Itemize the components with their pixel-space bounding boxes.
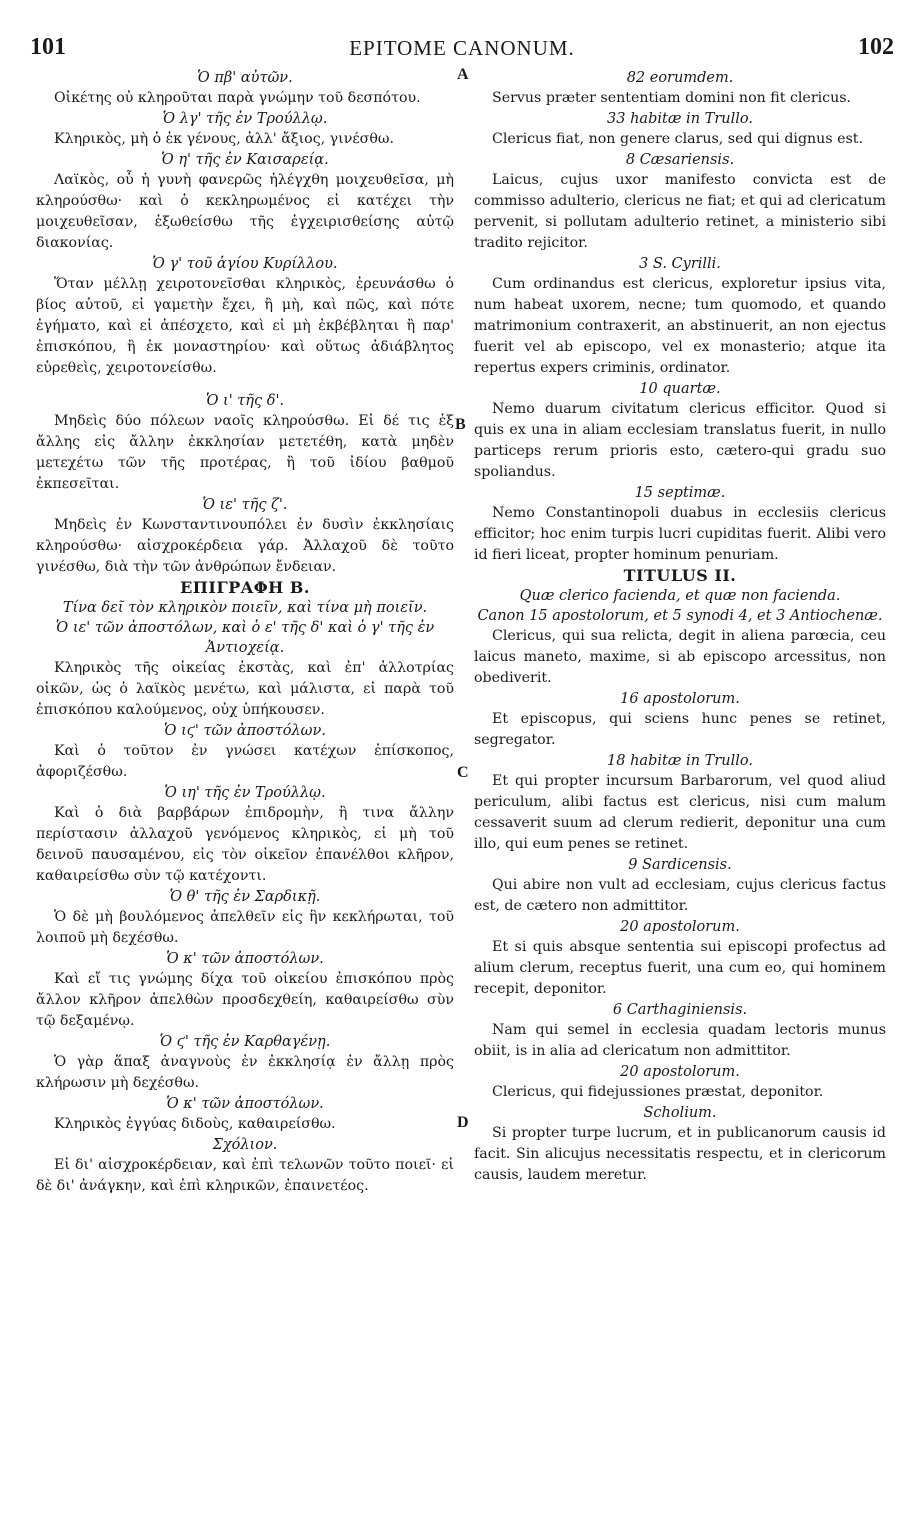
canon-heading: 8 Cæsariensis.	[625, 152, 735, 168]
margin-marker-b: B	[455, 416, 466, 433]
canon-text: Καὶ ὁ διὰ βαρβάρων ἐπιδρομὴν, ἢ τινα ἄλλην περίστασιν ἀλλαχοῦ γενόμενος κληρικὸς, εἰ μὴ τοῦ δεινοῦ παυσαμένου, εἰς τὸν οἰκεῖον ἐπανέλθοι κλῆρον, καθαιρείσθω σὺν τῷ κατέχοντι.	[36, 805, 454, 884]
canon-heading: Canon 15 apostolorum, et 5 synodi 4, et 3 Antiochenæ.	[477, 608, 883, 624]
left-page-number: 101	[30, 34, 66, 60]
canon-text: Εἰ δι' αἰσχροκέρδειαν, καὶ ἐπὶ τελωνῶν τοῦτο ποιεῖ· εἰ δὲ δι' ἀνάγκην, καὶ ἐπὶ κληρικῶν, ἐπαινετέος.	[36, 1157, 454, 1194]
canon-heading: 20 apostolorum.	[620, 919, 740, 935]
canon-text: Cum ordinandus est clericus, exploretur ipsius vita, num habeat uxorem, necne; tum quomodo, et quando matrimonium contraxerit, an abstinuerit, an non ejectus fuerit vel ab episcopo, vel ex monasterio; atque ita repertus expers criminis, ordinator.	[474, 276, 886, 376]
canon-heading: 20 apostolorum.	[620, 1064, 740, 1080]
canon-text: Clericus, qui sua relicta, degit in aliena parœcia, ceu laicus maneto, maxime, si ab episcopo arcessitus, non obediverit.	[474, 628, 886, 686]
canon-heading: Ὁ ιϛ' τῶν ἀποστόλων.	[164, 723, 326, 739]
canon-text: Et si quis absque sententia sui episcopi profectus ad alium clerum, receptus fuerit, una cum eo, qui hominem recepit, deponitor.	[474, 939, 886, 997]
canon-text: Καὶ εἴ τις γνώμης δίχα τοῦ οἰκείου ἐπισκόπου πρὸς ἄλλον κλῆρον ἀπελθὼν προσδεχθείη, καθαιρείσθω σὺν τῷ δεξαμένῳ.	[36, 971, 454, 1029]
canon-text: Et episcopus, qui sciens hunc penes se retinet, segregator.	[474, 711, 886, 748]
canon-heading: Τίνα δεῖ τὸν κληρικὸν ποιεῖν, καὶ τίνα μὴ ποιεῖν.	[62, 600, 428, 616]
canon-text: Nam qui semel in ecclesia quadam lectoris munus obiit, is in alia ad clericatum non admittitor.	[474, 1022, 886, 1059]
canon-heading: Ὁ γ' τοῦ ἁγίου Κυρίλλου.	[152, 256, 338, 272]
canon-text: Κληρικὸς ἐγγύας διδοὺς, καθαιρείσθω.	[54, 1116, 336, 1132]
canon-text: Οἰκέτης οὐ κληροῦται παρὰ γνώμην τοῦ δεσπότου.	[54, 90, 421, 106]
canon-text: Nemo Constantinopoli duabus in ecclesiis clericus efficitor; hoc enim turpis lucri cupiditas fuerit. Alibi vero id fieri liceat, propter hominum penuriam.	[474, 505, 886, 563]
canon-heading: Ὁ ι' τῆς δ'.	[205, 393, 285, 409]
canon-text: Μηδεὶς δύο πόλεων ναοῖς κληρούσθω. Εἰ δέ τις ἐξ ἄλλης εἰς ἄλλην ἐκκλησίαν μετετέθη, κατὰ μηδὲν μετεχέτω τῶν τῆς προτέρας, ἢ τοῦ ἰδίου βαθμοῦ ἐκπεσεῖται.	[36, 413, 454, 492]
canon-heading: Ὁ ιε' τῶν ἀποστόλων, καὶ ὁ ε' τῆς δ' καὶ ὁ γ' τῆς ἐν Ἀντιοχείᾳ.	[55, 620, 435, 656]
margin-marker-c: C	[457, 764, 469, 781]
canon-heading: 16 apostolorum.	[620, 691, 740, 707]
latin-column	[474, 68, 886, 1186]
canon-heading: Ὁ λγ' τῆς ἐν Τρούλλῳ.	[162, 111, 328, 127]
canon-text: Laicus, cujus uxor manifesto convicta est de commisso adulterio, clericus ne fiat; et qui ad clericatum pervenit, si pollutam adulterio retinet, a ministerio sibi tradito rejicitor.	[474, 172, 886, 251]
canon-text: Qui abire non vult ad ecclesiam, cujus clericus factus est, de cætero non admittitor.	[474, 877, 886, 914]
right-page-number: 102	[858, 34, 894, 60]
page-header	[30, 34, 894, 64]
canon-heading: Quæ clerico facienda, et quæ non facienda.	[519, 588, 841, 604]
section-title: TITULUS II.	[623, 566, 737, 585]
canon-text: Ὁ δὲ μὴ βουλόμενος ἀπελθεῖν εἰς ἣν κεκλήρωται, τοῦ λοιποῦ μὴ δεχέσθω.	[36, 909, 454, 946]
canon-heading: 15 septimæ.	[634, 485, 726, 501]
canon-heading: 10 quartæ.	[639, 381, 721, 397]
canon-text: Servus præter sententiam domini non fit clericus.	[492, 90, 852, 106]
canon-text: Κληρικὸς, μὴ ὁ ἐκ γένους, ἀλλ' ἄξιος, γινέσθω.	[54, 131, 394, 147]
canon-text: Et qui propter incursum Barbarorum, vel quod aliud periculum, alibi factus est clericus, nisi cum malum cessaverit suum ad clerum redierit, deponitur una cum illo, qui eum penes se retinet.	[474, 773, 886, 852]
canon-text: Καὶ ὁ τοῦτον ἐν γνώσει κατέχων ἐπίσκοπος, ἀφοριζέσθω.	[36, 743, 454, 780]
margin-marker-a: A	[457, 66, 469, 83]
canon-text: Λαϊκὸς, οὗ ἡ γυνὴ φανερῶς ἠλέγχθη μοιχευθεῖσα, μὴ κληρούσθω· καὶ ὁ κεκληρωμένος εἰ κατέχει τὴν μοιχευθεῖσαν, ἐξωθείσθω τῆς ἐγχειρισθείσης αὐτῷ διακονίας.	[36, 172, 454, 251]
running-title: EPITOME CANONUM.	[349, 36, 575, 60]
canon-heading: Scholium.	[643, 1105, 717, 1121]
canon-heading: Σχόλιον.	[212, 1137, 278, 1153]
canon-heading: Ὁ ιε' τῆς ζ'.	[202, 497, 288, 513]
canon-text: Κληρικὸς τῆς οἰκείας ἐκστὰς, καὶ ἐπ' ἀλλοτρίας οἰκῶν, ὡς ὁ λαϊκὸς μενέτω, καὶ μάλιστα, εἰ παρὰ τοῦ ἐπισκόπου καλούμενος, οὐχ ὑπήκουσεν.	[36, 660, 454, 718]
margin-marker-d: D	[457, 1114, 469, 1131]
canon-text: Μηδεὶς ἐν Κωνσταντινουπόλει ἐν δυσὶν ἐκκλησίαις κληρούσθω· αἰσχροκέρδεια γάρ. Ἀλλαχοῦ δὲ τοῦτο γινέσθω, διὰ τὴν τῶν ἀνθρώπων ἔνδειαν.	[36, 517, 454, 575]
canon-heading: Ὁ ϛ' τῆς ἐν Καρθαγένῃ.	[159, 1034, 331, 1050]
canon-text: Clericus, qui fidejussiones præstat, deponitor.	[492, 1084, 824, 1100]
canon-heading: 3 S. Cyrilli.	[639, 256, 721, 272]
canon-heading: Ὁ η' τῆς ἐν Καισαρείᾳ.	[161, 152, 329, 168]
spacer	[36, 379, 454, 391]
canon-heading: Ὁ θ' τῆς ἐν Σαρδικῇ.	[169, 889, 321, 905]
canon-text: Clericus fiat, non genere clarus, sed qui dignus est.	[492, 131, 864, 147]
canon-text: Ὅταν μέλλῃ χειροτονεῖσθαι κληρικὸς, ἐρευνάσθω ὁ βίος αὐτοῦ, εἰ γαμετὴν ἔχει, ἢ μὴ, καὶ πῶς, καὶ πότε ἐγήματο, καὶ εἰ ἀπέσχετο, καὶ εἰ μὴ ἐκβέβληται ἢ παρ' ἐπισκόπου, ἢ ἐκ μοναστηρίου· καὶ οὕτως ἀδιάβλητος εὑρεθεὶς, χειροτονείσθω.	[36, 276, 454, 376]
canon-heading: 33 habitæ in Trullo.	[607, 111, 753, 127]
canon-heading: 6 Carthaginiensis.	[612, 1002, 748, 1018]
canon-heading: 82 eorumdem.	[626, 70, 734, 86]
canon-text: Nemo duarum civitatum clericus efficitor. Quod si quis ex una in aliam ecclesiam translatus fuerit, in nullo particeps rerum prioris esto, cætero-qui gradu suo spoliandus.	[474, 401, 886, 480]
canon-heading: 9 Sardicensis.	[628, 857, 732, 873]
canon-text: Ὁ γὰρ ἅπαξ ἀναγνοὺς ἐν ἐκκλησίᾳ ἐν ἄλλῃ πρὸς κλήρωσιν μὴ δεχέσθω.	[36, 1054, 454, 1091]
canon-heading: Ὁ κ' τῶν ἀποστόλων.	[166, 1096, 324, 1112]
canon-heading: Ὁ ιη' τῆς ἐν Τρούλλῳ.	[164, 785, 326, 801]
canon-heading: Ὁ κ' τῶν ἀποστόλων.	[166, 951, 324, 967]
canon-heading: Ὁ πβ' αὐτῶν.	[197, 70, 293, 86]
canon-text: Si propter turpe lucrum, et in publicanorum causis id facit. Sin alicujus necessitatis respectu, et in clericorum causis, laudem meretur.	[474, 1125, 886, 1183]
canon-heading: 18 habitæ in Trullo.	[607, 753, 753, 769]
section-title: ΕΠΙΓΡΑΦΗ Β.	[180, 578, 310, 597]
greek-column	[36, 68, 454, 1197]
